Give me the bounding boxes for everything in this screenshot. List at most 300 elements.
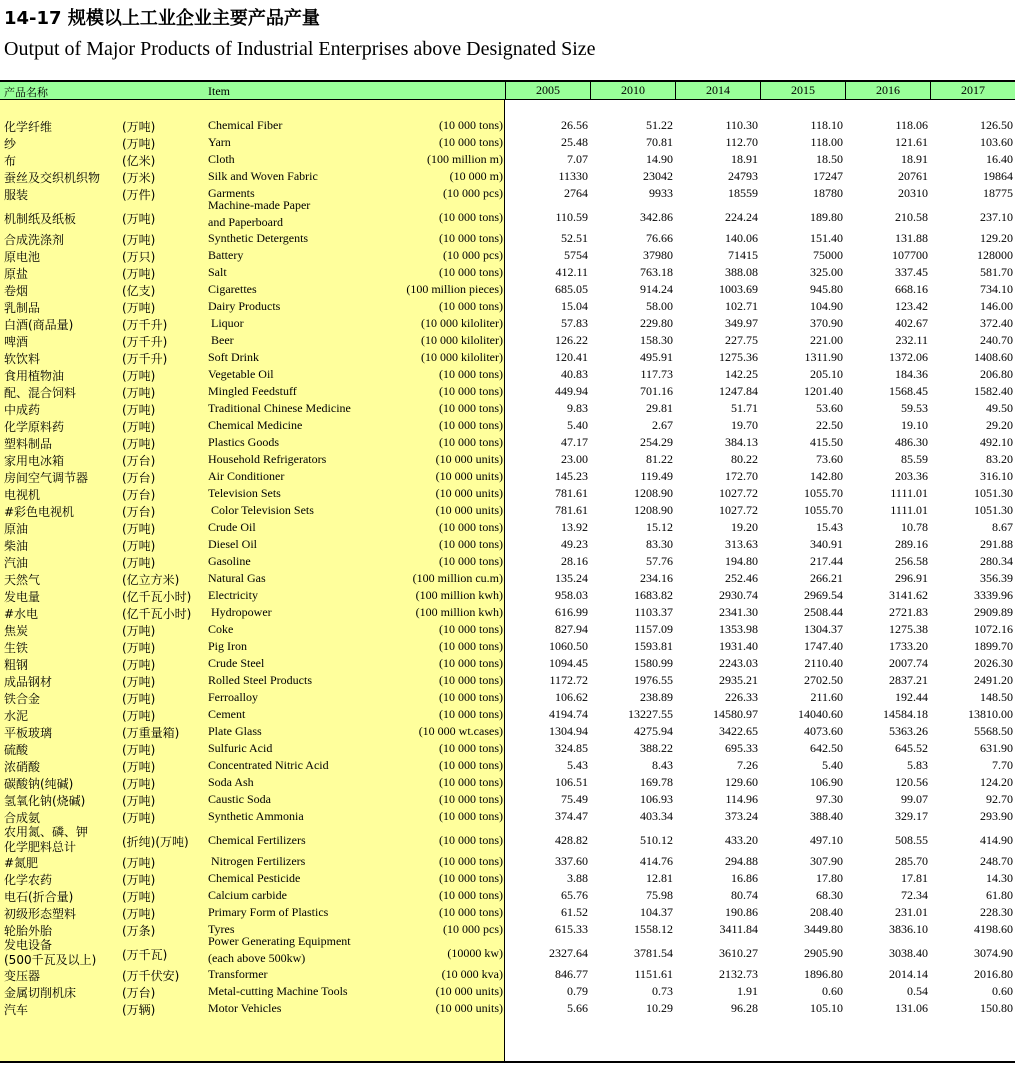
value-cell: 266.21 [810,571,843,585]
value-cell: 1172.72 [549,673,588,687]
product-name-cn: 化学原料药 [4,420,65,434]
table-row [0,151,1015,168]
product-name-en: Tyres [208,922,235,936]
product-name-en: Synthetic Detergents [208,231,309,245]
unit-en: (100 million cu.m) [412,571,503,585]
unit-en: (10 000 pcs) [443,922,503,936]
unit-cn: (万吨) [122,233,156,247]
product-name-cn: 蚕丝及交织机织物 [4,171,101,185]
value-cell: 18.91 [731,152,758,166]
table-row [0,502,1015,519]
value-cell: 229.80 [640,316,673,330]
unit-cn: (亿千瓦小时) [122,590,192,604]
product-name-cn: 塑料制品 [4,437,53,451]
value-cell: 914.24 [640,282,673,296]
value-cell: 2243.03 [719,656,758,670]
value-cell: 1304.37 [804,622,843,636]
unit-cn: (万台) [122,488,156,502]
product-name-en: Hydropower [208,605,272,619]
value-cell: 616.99 [555,605,588,619]
value-cell: 2341.30 [719,605,758,619]
value-cell: 14584.18 [883,707,928,721]
value-cell: 232.11 [895,333,928,347]
table-row [0,230,1015,247]
product-name-en: Natural Gas [208,571,266,585]
unit-cn: (万条) [122,924,156,938]
value-cell: 1003.69 [719,282,758,296]
value-cell: 129.20 [980,231,1013,245]
table-row [0,400,1015,417]
value-cell: 827.94 [555,622,588,636]
product-name-en: Household Refrigerators [208,452,327,466]
value-cell: 7.70 [992,758,1013,772]
value-cell: 22.50 [816,418,843,432]
value-cell: 293.90 [980,809,1013,823]
unit-en: (10 000 tons) [439,888,503,902]
product-name-en: Primary Form of Plastics [208,905,329,919]
value-cell: 701.16 [640,384,673,398]
value-cell: 18.91 [901,152,928,166]
value-cell: 18775 [983,186,1013,200]
value-cell: 11330 [558,169,588,183]
bottom-rule [0,1061,1015,1063]
value-cell: 291.88 [980,537,1013,551]
unit-cn: (万吨) [122,675,156,689]
unit-cn: (万吨) [122,777,156,791]
value-cell: 70.81 [646,135,673,149]
product-name-en: and Paperboard [208,215,283,229]
value-cell: 0.54 [907,984,928,998]
header-year: 2005 [505,82,590,99]
value-cell: 131.88 [895,231,928,245]
product-name-en: Color Television Sets [208,503,314,517]
value-cell: 325.00 [810,265,843,279]
value-cell: 388.40 [810,809,843,823]
table-row [0,672,1015,689]
value-cell: 194.80 [725,554,758,568]
value-cell: 217.44 [810,554,843,568]
value-cell: 189.80 [810,210,843,224]
value-cell: 324.85 [555,741,588,755]
value-cell: 781.61 [555,503,588,517]
unit-cn: (万吨) [122,760,156,774]
unit-en: (10 000 tons) [439,554,503,568]
value-cell: 1201.40 [804,384,843,398]
value-cell: 105.10 [810,1001,843,1015]
value-cell: 372.40 [980,316,1013,330]
value-cell: 238.89 [640,690,673,704]
value-cell: 106.51 [555,775,588,789]
value-cell: 2014.14 [889,967,928,981]
table-row [0,757,1015,774]
value-cell: 51.22 [646,118,673,132]
product-name-cn: 发电设备 [4,938,53,952]
value-cell: 80.22 [731,452,758,466]
table-row [0,791,1015,808]
value-cell: 510.12 [640,833,673,847]
value-cell: 140.06 [725,231,758,245]
value-cell: 131.06 [895,1001,928,1015]
unit-en: (10 000 tons) [439,367,503,381]
value-cell: 5.43 [567,758,588,772]
header-name-cn: 产品名称 [4,86,48,99]
value-cell: 227.75 [725,333,758,347]
product-name-cn: 食用植物油 [4,369,65,383]
unit-en: (10 000 tons) [439,758,503,772]
value-cell: 695.33 [725,741,758,755]
unit-en: (10 000 tons) [439,656,503,670]
value-cell: 120.56 [895,775,928,789]
unit-cn: (万吨) [122,369,156,383]
header-year: 2014 [675,82,760,99]
value-cell: 184.36 [895,367,928,381]
value-cell: 10.78 [901,520,928,534]
value-cell: 18559 [728,186,758,200]
value-cell: 433.20 [725,833,758,847]
product-name-cn: 化学农药 [4,873,53,887]
product-name-en: Soda Ash [208,775,254,789]
value-cell: 1051.30 [974,503,1013,517]
value-cell: 296.91 [895,571,928,585]
value-cell: 1568.45 [889,384,928,398]
product-name-en: Plastics Goods [208,435,280,449]
value-cell: 3781.54 [634,946,673,960]
value-cell: 107700 [892,248,928,262]
value-cell: 5363.26 [889,724,928,738]
product-name-en: Vegetable Oil [208,367,274,381]
value-cell: 1060.50 [549,639,588,653]
value-cell: 118.00 [810,135,843,149]
product-name-cn: #氮肥 [4,856,39,870]
unit-en: (10 000 kiloliter) [421,316,503,330]
unit-en: (10 000 tons) [439,537,503,551]
value-cell: 1275.38 [889,622,928,636]
value-cell: 13810.00 [968,707,1013,721]
value-cell: 118.06 [895,118,928,132]
value-cell: 3411.84 [719,922,758,936]
value-cell: 126.22 [555,333,588,347]
table-row [0,185,1015,202]
value-cell: 1747.40 [804,639,843,653]
value-cell: 1208.90 [634,503,673,517]
table-row [0,723,1015,740]
unit-en: (10 000 pcs) [443,186,503,200]
table-row [0,298,1015,315]
value-cell: 17247 [813,169,843,183]
table-row [0,519,1015,536]
value-cell: 734.10 [980,282,1013,296]
value-cell: 123.42 [895,299,928,313]
product-name-en: Battery [208,248,244,262]
value-cell: 2702.50 [804,673,843,687]
value-cell: 75000 [813,248,843,262]
value-cell: 146.00 [980,299,1013,313]
unit-cn: (万吨) [122,743,156,757]
value-cell: 129.60 [725,775,758,789]
value-cell: 76.66 [646,231,673,245]
table-row [0,587,1015,604]
unit-cn: (万吨) [122,403,156,417]
value-cell: 4275.94 [634,724,673,738]
product-name-cn: 原盐 [4,267,29,281]
table-row [0,966,1015,983]
product-name-cn: 合成洗涤剂 [4,233,65,247]
value-cell: 1.91 [737,984,758,998]
product-name-cn: 乳制品 [4,301,41,315]
unit-cn: (万吨) [122,624,156,638]
table-row [0,921,1015,938]
product-name-en: Cigarettes [208,282,257,296]
value-cell: 781.61 [555,486,588,500]
unit-en: (10 000 tons) [439,231,503,245]
unit-en: (10 000 tons) [439,741,503,755]
value-cell: 5.66 [567,1001,588,1015]
value-cell: 114.96 [725,792,758,806]
value-cell: 0.60 [992,984,1013,998]
value-cell: 124.20 [980,775,1013,789]
table-row [0,689,1015,706]
value-cell: 14040.60 [798,707,843,721]
unit-cn: (万吨) [122,709,156,723]
header-year: 2017 [930,82,1015,99]
value-cell: 5.83 [907,758,928,772]
value-cell: 2935.21 [719,673,758,687]
value-cell: 337.45 [895,265,928,279]
value-cell: 2508.44 [804,605,843,619]
value-cell: 581.70 [980,265,1013,279]
value-cell: 342.86 [640,210,673,224]
value-cell: 280.34 [980,554,1013,568]
unit-en: (10 000 units) [435,1001,503,1015]
value-cell: 5568.50 [974,724,1013,738]
value-cell: 150.80 [980,1001,1013,1015]
table-row [0,468,1015,485]
unit-cn: (万件) [122,188,156,202]
value-cell: 106.62 [555,690,588,704]
table-row [0,168,1015,185]
product-name-cn: 化学纤维 [4,120,53,134]
value-cell: 285.70 [895,854,928,868]
product-name-en: Ferroalloy [208,690,258,704]
value-cell: 415.50 [810,435,843,449]
unit-cn: (万吨) [122,907,156,921]
value-cell: 1157.09 [634,622,673,636]
unit-cn: (万吨) [122,856,156,870]
value-cell: 0.60 [822,984,843,998]
value-cell: 151.40 [810,231,843,245]
value-cell: 1247.84 [719,384,758,398]
value-cell: 172.70 [725,469,758,483]
value-cell: 221.00 [810,333,843,347]
product-name-cn: 服装 [4,188,29,202]
unit-cn: (万重量箱) [122,726,180,740]
value-cell: 958.03 [555,588,588,602]
value-cell: 3339.96 [974,588,1013,602]
product-name-en: Soft Drink [208,350,259,364]
product-name-cn: 金属切削机床 [4,986,77,1000]
product-name-en: Synthetic Ammonia [208,809,304,823]
unit-en: (10 000 units) [435,452,503,466]
value-cell: 3038.40 [889,946,928,960]
value-cell: 2930.74 [719,588,758,602]
product-name-cn: 合成氨 [4,811,41,825]
unit-en: (10 000 tons) [439,118,503,132]
value-cell: 206.80 [980,367,1013,381]
value-cell: 412.11 [555,265,588,279]
unit-en: (10 000 tons) [439,792,503,806]
value-cell: 120.41 [555,350,588,364]
unit-en: (10 000 tons) [439,418,503,432]
unit-cn: (万吨) [122,873,156,887]
value-cell: 17.81 [901,871,928,885]
value-cell: 110.59 [555,210,588,224]
value-cell: 1208.90 [634,486,673,500]
unit-cn: (万吨) [122,692,156,706]
header-item: Item [208,84,230,98]
unit-cn: (万千升) [122,335,168,349]
value-cell: 13.92 [561,520,588,534]
value-cell: 1027.72 [719,503,758,517]
product-name-cn: 啤酒 [4,335,29,349]
product-name-en: Chemical Pesticide [208,871,301,885]
value-cell: 1899.70 [974,639,1013,653]
unit-en: (10 000 tons) [439,401,503,415]
product-name-cn: 硫酸 [4,743,29,757]
value-cell: 3141.62 [889,588,928,602]
product-name-cn: 原电池 [4,250,41,264]
value-cell: 1027.72 [719,486,758,500]
value-cell: 25.48 [561,135,588,149]
product-name-en: Dairy Products [208,299,281,313]
value-cell: 71415 [728,248,758,262]
product-name-en: Diesel Oil [208,537,257,551]
product-name-cn: 水泥 [4,709,29,723]
product-name-en: Metal-cutting Machine Tools [208,984,348,998]
value-cell: 135.24 [555,571,588,585]
value-cell: 2016.80 [974,967,1013,981]
value-cell: 83.20 [986,452,1013,466]
product-name-cn: 布 [4,154,17,168]
product-name-en: Garments [208,186,255,200]
value-cell: 1275.36 [719,350,758,364]
value-cell: 26.56 [561,118,588,132]
product-name-cn: 配、混合饲料 [4,386,77,400]
unit-cn: (万吨) [122,420,156,434]
product-name-cn: 碳酸钠(纯碱) [4,777,74,791]
value-cell: 254.29 [640,435,673,449]
unit-en: (10 000 tons) [439,384,503,398]
value-cell: 192.44 [895,690,928,704]
product-name-en: Pig Iron [208,639,247,653]
value-cell: 142.80 [810,469,843,483]
value-cell: 2026.30 [974,656,1013,670]
value-cell: 3836.10 [889,922,928,936]
value-cell: 495.91 [640,350,673,364]
unit-en: (10 000 tons) [439,854,503,868]
value-cell: 110.30 [725,118,758,132]
unit-en: (10 000 tons) [439,265,503,279]
product-name-cn: 房间空气调节器 [4,471,89,485]
table-row [0,934,1015,967]
value-cell: 356.39 [980,571,1013,585]
value-cell: 1072.16 [974,622,1013,636]
value-cell: 19864 [983,169,1013,183]
value-cell: 1151.61 [634,967,673,981]
table-row [0,383,1015,400]
value-cell: 1593.81 [634,639,673,653]
value-cell: 4073.60 [804,724,843,738]
value-cell: 65.76 [561,888,588,902]
unit-en: (10 000 tons) [439,639,503,653]
product-name-cn: 化学肥料总计 [4,840,77,854]
value-cell: 29.20 [986,418,1013,432]
unit-cn: (亿千瓦小时) [122,607,192,621]
value-cell: 307.90 [810,854,843,868]
product-name-en: Liquor [208,316,244,330]
value-cell: 208.40 [810,905,843,919]
value-cell: 28.16 [561,554,588,568]
table-row [0,825,1015,853]
table-row [0,808,1015,825]
table-row [0,621,1015,638]
value-cell: 492.10 [980,435,1013,449]
table-row [0,655,1015,672]
value-cell: 2909.89 [974,605,1013,619]
value-cell: 1582.40 [974,384,1013,398]
unit-en: (10 000 units) [435,469,503,483]
unit-en: (10 000 tons) [439,673,503,687]
value-cell: 402.67 [895,316,928,330]
product-name-cn: 软饮料 [4,352,41,366]
value-cell: 158.30 [640,333,673,347]
unit-cn: (万米) [122,171,156,185]
value-cell: 128000 [977,248,1013,262]
product-name-en: Chemical Medicine [208,418,303,432]
value-cell: 5.40 [822,758,843,772]
value-cell: 403.34 [640,809,673,823]
product-name-en: (each above 500kw) [208,951,306,965]
value-cell: 99.07 [901,792,928,806]
product-name-cn: 柴油 [4,539,29,553]
product-name-en: Power Generating Equipment [208,934,351,948]
value-cell: 1055.70 [804,503,843,517]
value-cell: 24793 [728,169,758,183]
product-name-en: Chemical Fertilizers [208,833,306,847]
product-name-en: Traditional Chinese Medicine [208,401,351,415]
value-cell: 642.50 [810,741,843,755]
value-cell: 1733.20 [889,639,928,653]
product-name-cn: 电石(折合量) [4,890,74,904]
product-name-cn: #彩色电视机 [4,505,75,519]
value-cell: 121.61 [895,135,928,149]
product-name-en: Silk and Woven Fabric [208,169,318,183]
value-cell: 211.60 [810,690,843,704]
table-row [0,638,1015,655]
unit-cn: (折纯)(万吨) [122,835,189,849]
product-name-en: Crude Oil [208,520,256,534]
value-cell: 81.22 [646,452,673,466]
value-cell: 685.05 [555,282,588,296]
value-cell: 370.90 [810,316,843,330]
value-cell: 228.30 [980,905,1013,919]
product-name-cn: 电视机 [4,488,41,502]
value-cell: 92.70 [986,792,1013,806]
value-cell: 85.59 [901,452,928,466]
product-name-en: Transformer [208,967,268,981]
product-name-cn: 粗钢 [4,658,29,672]
value-cell: 20761 [898,169,928,183]
product-name-en: Calcium carbide [208,888,287,902]
